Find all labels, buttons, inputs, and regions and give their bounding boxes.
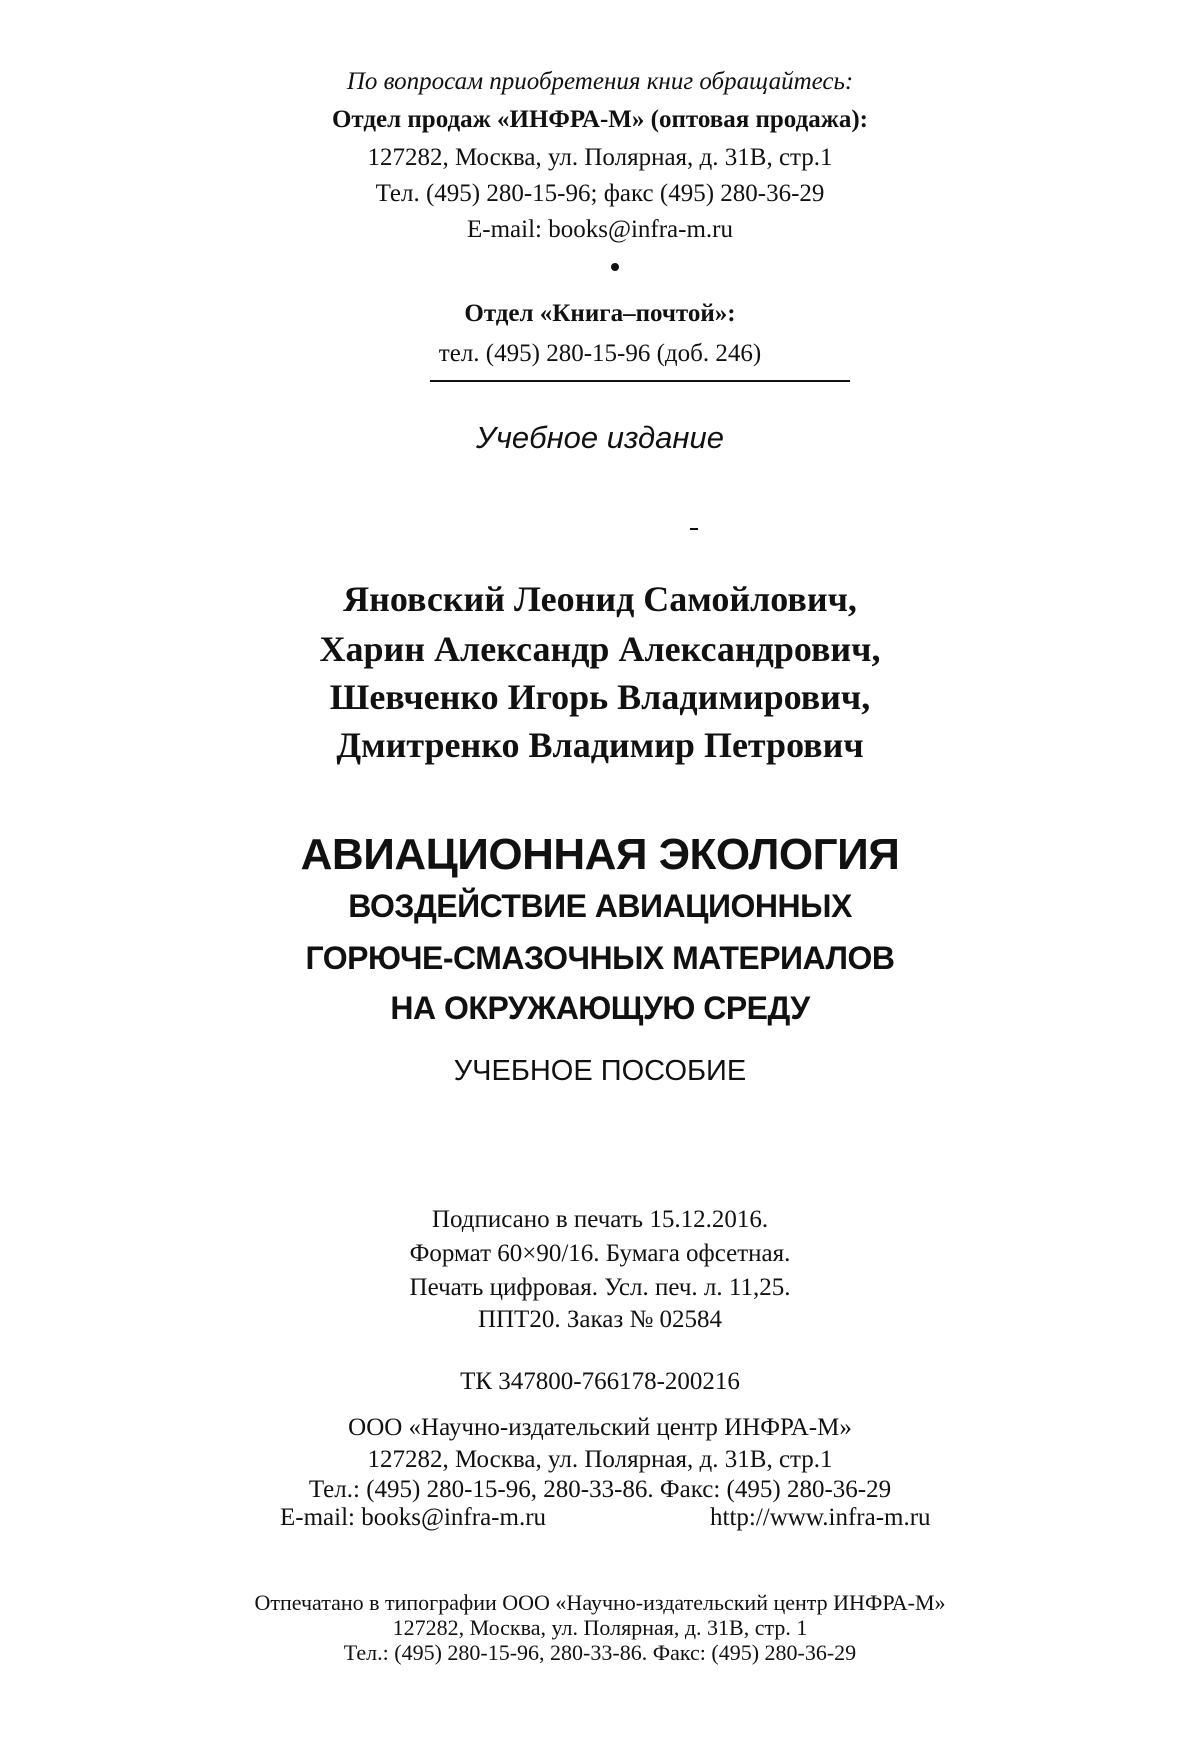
edition-type: Учебное издание <box>476 420 724 455</box>
order-info: ППТ20. Заказ № 02584 <box>477 1306 723 1333</box>
sales-email: E-mail: books@infra-m.ru <box>466 216 733 243</box>
book-title: АВИАЦИОННАЯ ЭКОЛОГИЯ <box>300 830 900 879</box>
author-2: Харин Александр Александрович, <box>319 629 881 669</box>
author-1: Яновский Леонид Самойлович, <box>343 579 857 619</box>
format-info: Формат 60×90/16. Бумага офсетная. <box>409 1240 791 1267</box>
author-4: Дмитренко Владимир Петрович <box>336 725 864 765</box>
horizontal-rule <box>430 380 850 382</box>
tk-code: ТК 347800-766178-200216 <box>460 1368 740 1395</box>
sales-address: 127282, Москва, ул. Полярная, д. 31В, стр.1 <box>367 144 833 171</box>
publisher-website[interactable]: http://www.infra-m.ru <box>710 1504 931 1531</box>
publisher-phones: Тел.: (495) 280-15-96, 280-33-86. Факс: (495) 280-36-29 <box>308 1476 892 1503</box>
book-subtitle-line-2: ГОРЮЧЕ-СМАЗОЧНЫХ МАТЕРИАЛОВ <box>305 940 895 976</box>
mail-order-dept: Отдел «Книга–почтой»: <box>464 300 736 327</box>
signed-to-print: Подписано в печать 15.12.2016. <box>431 1206 769 1233</box>
publisher-address: 127282, Москва, ул. Полярная, д. 31В, стр.1 <box>367 1446 833 1473</box>
print-mark <box>690 528 698 530</box>
sales-dept: Отдел продаж «ИНФРА-М» (оптовая продажа): <box>331 106 869 133</box>
publisher-name: ООО «Научно-издательский центр ИНФРА-М» <box>348 1414 852 1441</box>
printer-address: 127282, Москва, ул. Полярная, д. 31В, стр. 1 <box>392 1615 808 1640</box>
book-subtitle-line-3: НА ОКРУЖАЮЩУЮ СРЕДУ <box>390 990 810 1026</box>
book-kind: УЧЕБНОЕ ПОСОБИЕ <box>453 1055 747 1087</box>
purchase-heading: По вопросам приобретения книг обращайтесь: <box>346 68 854 95</box>
author-3: Шевченко Игорь Владимирович, <box>329 677 871 717</box>
book-subtitle-line-1: ВОЗДЕЙСТВИЕ АВИАЦИОННЫХ <box>348 888 852 924</box>
sales-phone-fax: Тел. (495) 280-15-96; факс (495) 280-36-29 <box>375 180 825 207</box>
mail-order-phone: тел. (495) 280-15-96 (доб. 246) <box>438 340 762 367</box>
printer-name: Отпечатано в типографии ООО «Научно-издательский центр ИНФРА-М» <box>254 1590 946 1615</box>
printing-info: Печать цифровая. Усл. печ. л. 11,25. <box>409 1274 791 1301</box>
bullet-separator <box>611 263 619 271</box>
printer-phones: Тел.: (495) 280-15-96, 280-33-86. Факс: (495) 280-36-29 <box>343 1640 857 1665</box>
publisher-email: E-mail: books@infra-m.ru <box>280 1504 547 1531</box>
